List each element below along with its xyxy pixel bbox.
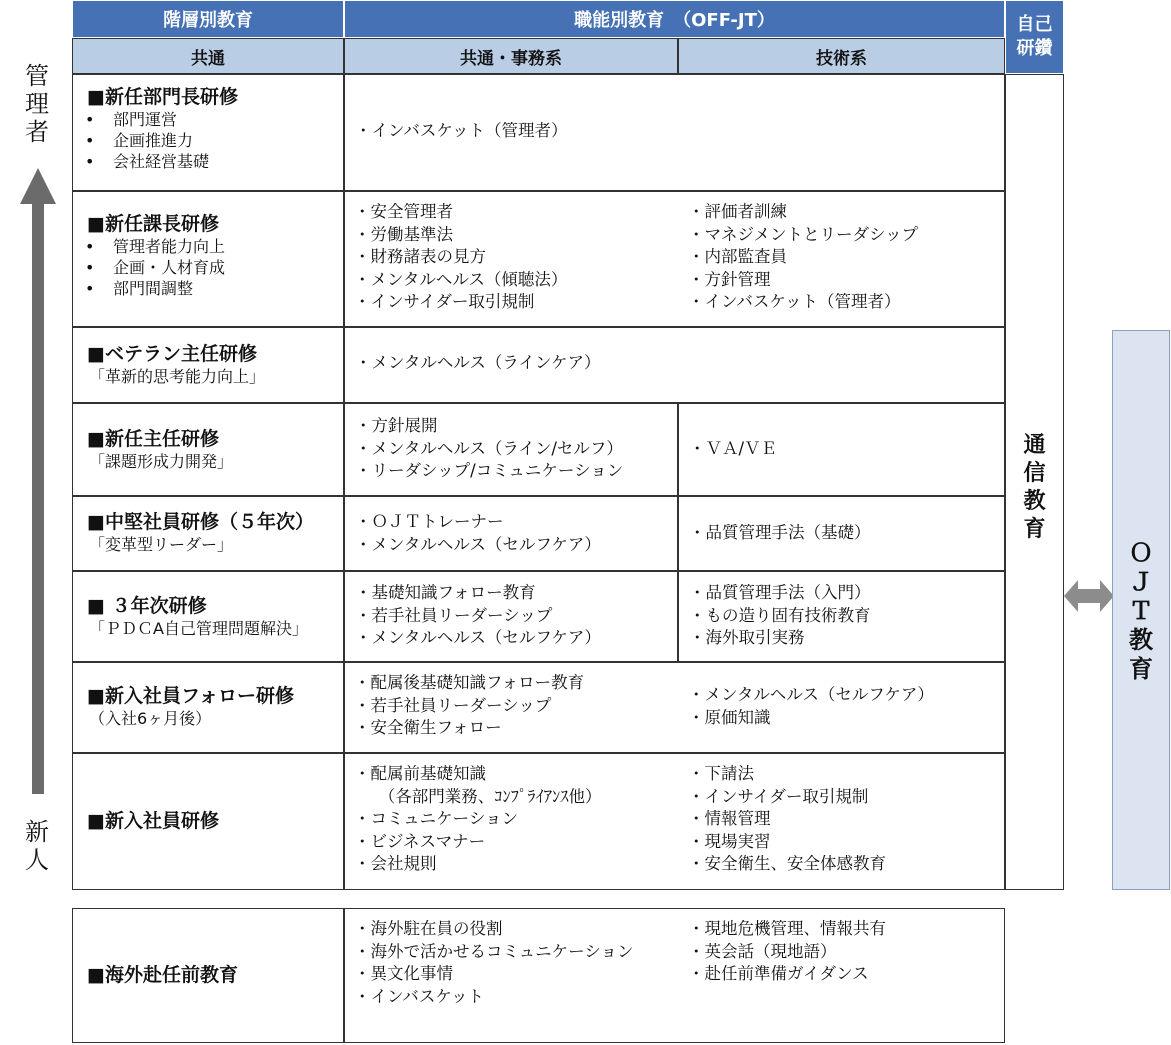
row-shinnyu-title: ■新入社員研修 [72,753,344,890]
row-shinnyu-tech: ・下請法 ・インサイダー取引規制 ・情報管理 ・現場実習 ・安全衛生、安全体感教育 [688,764,886,873]
row-shinnyu-common: ・配属前基礎知識 （各部門業務、ｺﾝﾌﾟﾗｲｱﾝｽ他） ・コミュニケーション ・ビジネスマナー ・会社規則 [354,764,602,873]
header-kyotsu-jimu: 共通・事務系 [344,38,678,74]
header-shokuno: 職能別教育 （OFF-JT） [344,0,1005,38]
row-veteran-courses: ・メンタルヘルス（ラインケア） [344,327,1005,403]
overseas-title: ■海外赴任前教育 [72,908,344,1043]
row-shunin-common: ・方針展開 ・メンタルヘルス（ライン/セルフ） ・リーダシップ/コミュニケーション [344,403,678,496]
header-jiko: 自己 研鑽 [1005,0,1064,74]
overseas-common: ・海外駐在員の役割 ・海外で活かせるコミュニケーション ・異文化事情 ・インバスケット [354,919,634,1006]
row-kacho-common: ・安全管理者 ・労働基準法 ・財務諸表の見方 ・メンタルヘルス（傾聴法） ・インサイダー取引規制 [354,202,568,311]
row-follow-tech: ・メンタルヘルス（セルフケア） ・原価知識 [688,685,934,727]
row-chuken-common: ・ＯＪＴトレーナー ・メンタルヘルス（セルフケア） [344,496,678,571]
row-follow-title: ■新入社員フォロー研修 （入社6ヶ月後） [72,662,344,753]
row-3nenji-tech: ・品質管理手法（入門） ・もの造り固有技術教育 ・海外取引実務 [678,571,1005,662]
row-shunin-title: ■新任主任研修 「課題形成力開発」 [72,403,344,496]
row-veteran-title: ■ベテラン主任研修 「革新的思考能力向上」 [72,327,344,403]
axis-bottom-label: 新 人 [25,818,49,874]
row-buchocho-title: ■新任部門長研修 • 部門運営 • 企画推進力 • 会社経営基礎 [72,74,344,191]
row-3nenji-title: ■ ３年次研修 「ＰＤＣA自己管理問題解決」 [72,571,344,662]
header-gijutsu: 技術系 [678,38,1005,74]
header-kyotsu: 共通 [72,38,344,74]
row-chuken-tech: ・品質管理手法（基礎） [678,496,1005,571]
overseas-tech: ・現地危機管理、情報共有 ・英会話（現地語） ・赴任前準備ガイダンス [688,919,886,983]
row-shunin-tech: ・ＶＡ/ＶＥ [678,403,1005,496]
ojt-label: Ｏ Ｊ Ｔ 教 育 [1129,539,1153,683]
axis-top-label: 管 理 者 [25,62,49,146]
row-kacho-tech: ・評価者訓練 ・マネジメントとリーダシップ ・内部監査員 ・方針管理 ・インバスケット（管理者） [688,202,919,311]
row-follow-common: ・配属後基礎知識フォロー教育 ・若手社員リーダーシップ ・安全衛生フォロー [354,673,585,737]
row-buchocho-courses: ・インバスケット（管理者） [344,74,1005,191]
tsushin-label: 通 信 教 育 [1023,433,1046,542]
double-arrow-icon [1064,577,1114,615]
row-kacho-title: ■新任課長研修 • 管理者能力向上 • 企画・人材育成 • 部門間調整 [72,191,344,327]
header-kaiso: 階層別教育 [72,0,344,38]
up-arrow-icon [18,168,58,798]
row-3nenji-common: ・基礎知識フォロー教育 ・若手社員リーダーシップ ・メンタルヘルス（セルフケア） [344,571,678,662]
row-chuken-title: ■中堅社員研修（５年次） 「変革型リーダー」 [72,496,344,571]
